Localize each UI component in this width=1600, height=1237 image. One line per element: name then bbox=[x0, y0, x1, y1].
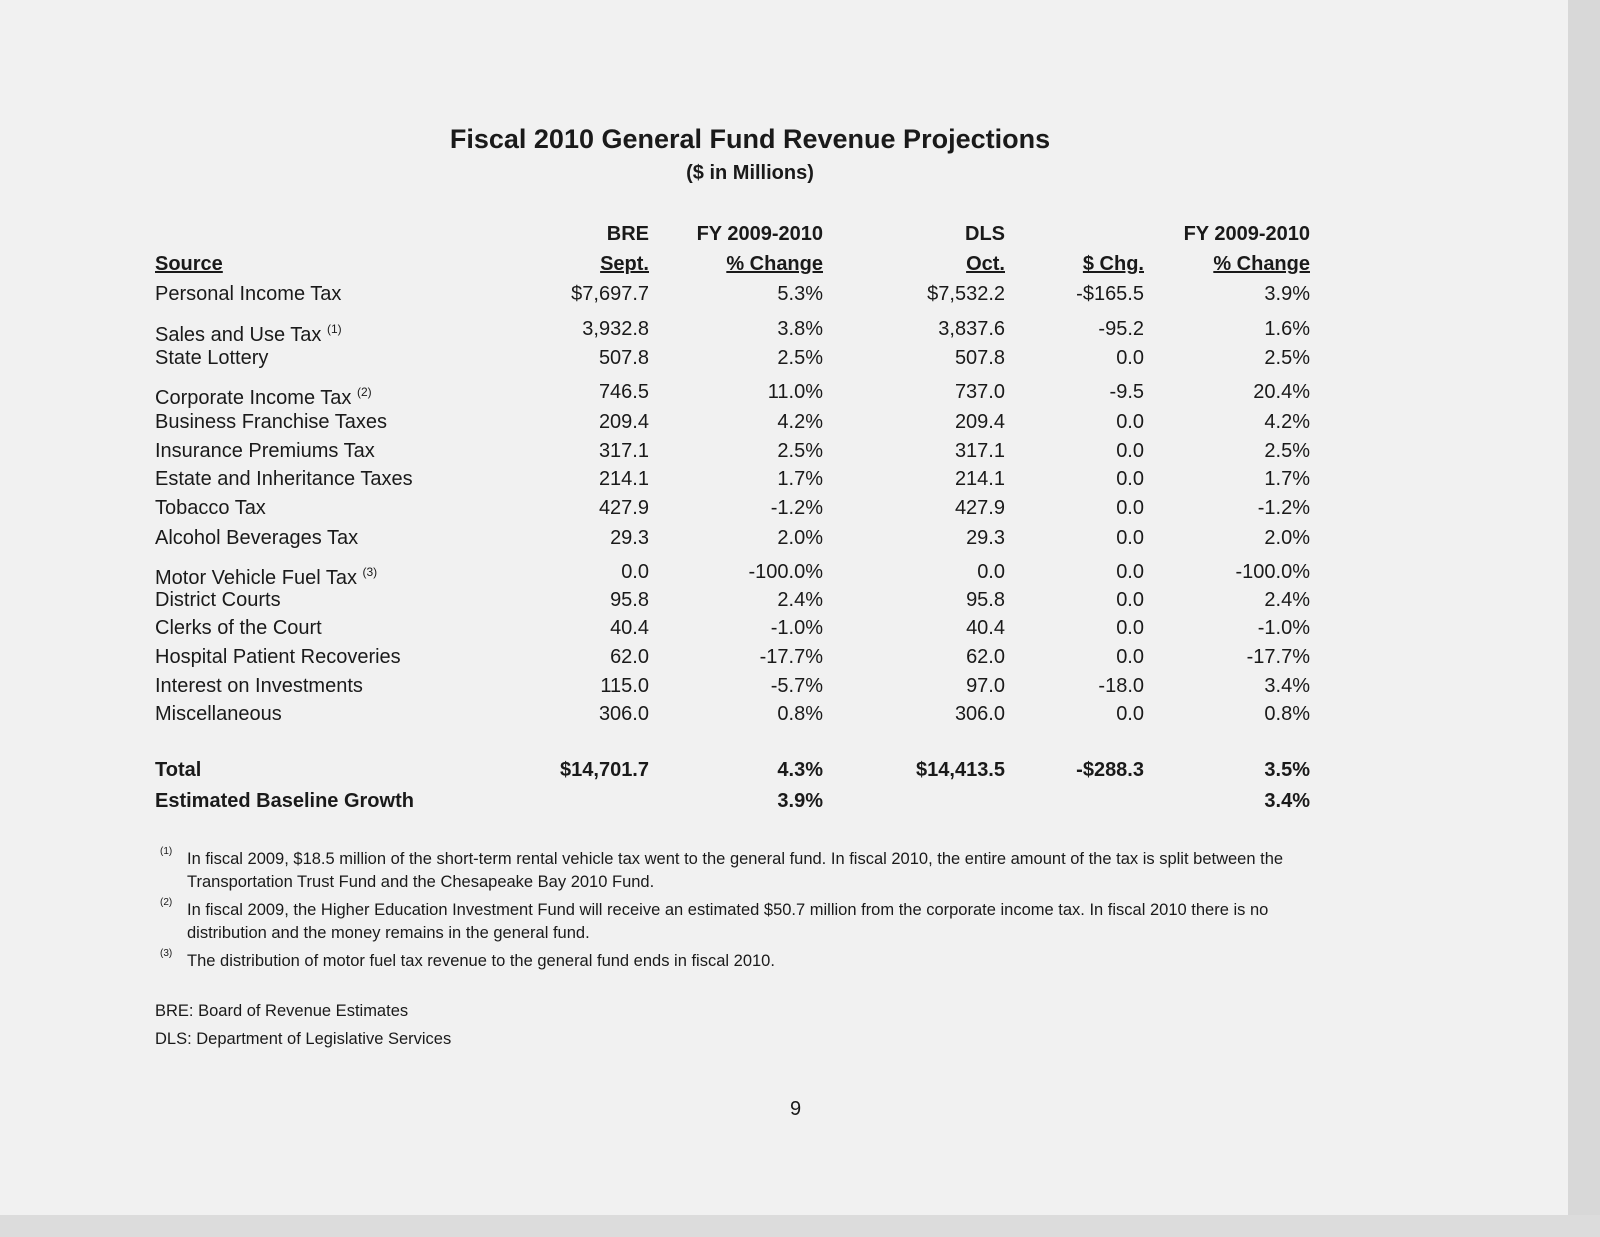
cell-pct2: -17.7% bbox=[1246, 646, 1310, 668]
cell-dls: $7,532.2 bbox=[927, 283, 1005, 305]
footnote bbox=[160, 899, 1340, 945]
cell-bre: 306.0 bbox=[598, 703, 649, 725]
row-source-label bbox=[155, 645, 401, 669]
source-text: Alcohol Beverages Tax bbox=[155, 527, 359, 549]
baseline-pct1: 3.9% bbox=[777, 790, 823, 812]
row-source-label bbox=[155, 317, 342, 347]
cell-dls: 97.0 bbox=[966, 675, 1005, 697]
cell-dls: 214.1 bbox=[954, 468, 1005, 490]
cell-pct2: 2.5% bbox=[1264, 440, 1310, 462]
footnote-text: In fiscal 2009, $18.5 million of the short-term rental vehicle tax went to the general fund. In fiscal 2010, the entire amount of the tax is split between the Transportation Trust Fund and the Chesapeake Bay 2010 Fund. bbox=[187, 850, 1284, 891]
cell-chg: 0.0 bbox=[1116, 617, 1144, 639]
source-text: Miscellaneous bbox=[155, 703, 282, 725]
footnote-mark: (3) bbox=[160, 948, 173, 959]
header-pct1-top: FY 2009-2010 bbox=[696, 223, 823, 245]
cell-bre: 209.4 bbox=[598, 411, 649, 433]
cell-bre: $7,697.7 bbox=[571, 283, 649, 305]
source-text: Corporate Income Tax bbox=[155, 387, 352, 409]
cell-dls: 29.3 bbox=[966, 527, 1005, 549]
source-text: District Courts bbox=[155, 589, 281, 611]
row-source-label bbox=[155, 380, 372, 410]
footnote-text: In fiscal 2009, the Higher Education Investment Fund will receive an estimated $50.7 million from the corporate income tax. In fiscal 2010 there is no distribution and the money remains in the general fund. bbox=[187, 901, 1269, 942]
cell-pct2: 3.9% bbox=[1264, 283, 1310, 305]
cell-bre: 40.4 bbox=[610, 617, 649, 639]
cell-pct1: -100.0% bbox=[748, 561, 823, 583]
cell-chg: 0.0 bbox=[1116, 527, 1144, 549]
cell-dls: 62.0 bbox=[966, 646, 1005, 668]
cell-pct2: 2.5% bbox=[1264, 347, 1310, 369]
cell-dls: 209.4 bbox=[954, 411, 1005, 433]
scan-edge bbox=[1568, 0, 1600, 1237]
header-pct1-bottom: % Change bbox=[726, 253, 823, 275]
row-source-label bbox=[155, 616, 322, 640]
row-source-label bbox=[155, 674, 363, 698]
source-text: State Lottery bbox=[155, 347, 269, 369]
source-text: Sales and Use Tax bbox=[155, 324, 322, 346]
cell-pct1: -1.0% bbox=[770, 617, 823, 639]
row-source-label bbox=[155, 467, 413, 491]
header-bre-bottom: Sept. bbox=[600, 253, 649, 275]
cell-pct2: 3.4% bbox=[1264, 675, 1310, 697]
footnote-marker: (2) bbox=[356, 385, 372, 399]
cell-pct2: -1.0% bbox=[1257, 617, 1310, 639]
row-source-label bbox=[155, 410, 387, 434]
cell-pct1: 2.0% bbox=[777, 527, 823, 549]
cell-dls: 3,837.6 bbox=[938, 318, 1005, 340]
total-chg: -$288.3 bbox=[1076, 759, 1144, 781]
header-source: Source bbox=[155, 253, 223, 275]
cell-bre: 115.0 bbox=[600, 675, 649, 697]
cell-chg: 0.0 bbox=[1116, 589, 1144, 611]
footnote-marker: (1) bbox=[326, 322, 342, 336]
cell-bre: 95.8 bbox=[610, 589, 649, 611]
cell-pct1: 2.5% bbox=[777, 440, 823, 462]
total-pct2: 3.5% bbox=[1264, 759, 1310, 781]
cell-bre: 427.9 bbox=[598, 497, 649, 519]
header-pct2-bottom: % Change bbox=[1213, 253, 1310, 275]
cell-pct1: 0.8% bbox=[777, 703, 823, 725]
cell-bre: 62.0 bbox=[610, 646, 649, 668]
cell-pct2: 0.8% bbox=[1264, 703, 1310, 725]
cell-chg: 0.0 bbox=[1116, 646, 1144, 668]
cell-pct2: -1.2% bbox=[1257, 497, 1310, 519]
cell-bre: 317.1 bbox=[598, 440, 649, 462]
row-source-label bbox=[155, 346, 268, 370]
cell-chg: -$165.5 bbox=[1076, 283, 1144, 305]
cell-bre: 0.0 bbox=[621, 561, 649, 583]
cell-pct1: 2.5% bbox=[777, 347, 823, 369]
cell-chg: 0.0 bbox=[1116, 561, 1144, 583]
source-text: Interest on Investments bbox=[155, 675, 363, 697]
document-title: Fiscal 2010 General Fund Revenue Projections bbox=[449, 124, 1051, 154]
baseline-label: Estimated Baseline Growth bbox=[155, 790, 414, 812]
cell-dls: 0.0 bbox=[977, 561, 1005, 583]
cell-pct2: 2.0% bbox=[1264, 527, 1310, 549]
cell-chg: -95.2 bbox=[1098, 318, 1144, 340]
row-source-label bbox=[155, 702, 282, 726]
source-text: Estate and Inheritance Taxes bbox=[155, 468, 413, 490]
cell-pct1: 11.0% bbox=[767, 381, 823, 403]
cell-pct1: 3.8% bbox=[777, 318, 823, 340]
cell-dls: 95.8 bbox=[966, 589, 1005, 611]
cell-chg: 0.0 bbox=[1116, 497, 1144, 519]
header-dls-top: DLS bbox=[965, 223, 1005, 245]
cell-bre: 214.1 bbox=[598, 468, 649, 490]
cell-dls: 306.0 bbox=[954, 703, 1005, 725]
footnote-mark: (2) bbox=[160, 897, 173, 908]
baseline-pct2: 3.4% bbox=[1264, 790, 1310, 812]
row-source-label bbox=[155, 496, 266, 520]
header-chg: $ Chg. bbox=[1082, 253, 1144, 275]
cell-chg: -9.5 bbox=[1109, 381, 1144, 403]
cell-dls: 317.1 bbox=[954, 440, 1005, 462]
total-dls: $14,413.5 bbox=[916, 759, 1005, 781]
total-label: Total bbox=[155, 759, 202, 781]
cell-pct1: -1.2% bbox=[770, 497, 823, 519]
cell-pct2: 1.7% bbox=[1264, 468, 1310, 490]
source-text: Personal Income Tax bbox=[155, 283, 342, 305]
header-dls-bottom: Oct. bbox=[966, 253, 1005, 275]
row-source-label bbox=[155, 560, 377, 590]
cell-pct2: 1.6% bbox=[1264, 318, 1310, 340]
cell-dls: 427.9 bbox=[954, 497, 1005, 519]
cell-pct1: 2.4% bbox=[777, 589, 823, 611]
cell-chg: 0.0 bbox=[1116, 440, 1144, 462]
cell-pct2: 20.4% bbox=[1253, 381, 1310, 403]
header-bre-top: BRE bbox=[606, 223, 649, 245]
cell-dls: 737.0 bbox=[954, 381, 1005, 403]
header-pct2-top: FY 2009-2010 bbox=[1183, 223, 1310, 245]
source-text: Motor Vehicle Fuel Tax bbox=[155, 567, 357, 589]
source-text: Clerks of the Court bbox=[155, 617, 322, 639]
cell-pct2: 4.2% bbox=[1264, 411, 1310, 433]
cell-chg: 0.0 bbox=[1116, 411, 1144, 433]
source-text: Business Franchise Taxes bbox=[155, 411, 387, 433]
scan-bottom-edge bbox=[0, 1215, 1600, 1237]
cell-chg: 0.0 bbox=[1116, 347, 1144, 369]
cell-dls: 40.4 bbox=[966, 617, 1005, 639]
document-subtitle: ($ in Millions) bbox=[686, 162, 814, 184]
footnote-marker: (3) bbox=[362, 565, 378, 579]
cell-bre: 746.5 bbox=[598, 381, 649, 403]
legend-dls: DLS: Department of Legislative Services bbox=[155, 1030, 452, 1048]
cell-pct1: 4.2% bbox=[777, 411, 823, 433]
footnote-mark: (1) bbox=[160, 846, 173, 857]
cell-pct1: 1.7% bbox=[777, 468, 823, 490]
footnote-text: The distribution of motor fuel tax revenue to the general fund ends in fiscal 2010. bbox=[187, 952, 775, 970]
cell-chg: 0.0 bbox=[1116, 703, 1144, 725]
legend-bre: BRE: Board of Revenue Estimates bbox=[155, 1002, 409, 1020]
cell-pct2: -100.0% bbox=[1235, 561, 1310, 583]
cell-chg: -18.0 bbox=[1098, 675, 1144, 697]
row-source-label bbox=[155, 588, 281, 612]
source-text: Insurance Premiums Tax bbox=[155, 440, 375, 462]
cell-pct1: 5.3% bbox=[777, 283, 823, 305]
row-source-label bbox=[155, 439, 375, 463]
source-text: Tobacco Tax bbox=[155, 497, 266, 519]
row-source-label bbox=[155, 282, 341, 306]
cell-chg: 0.0 bbox=[1116, 468, 1144, 490]
cell-bre: 3,932.8 bbox=[582, 318, 649, 340]
page-number: 9 bbox=[790, 1098, 802, 1120]
source-text: Hospital Patient Recoveries bbox=[155, 646, 401, 668]
cell-bre: 507.8 bbox=[598, 347, 649, 369]
footnote bbox=[160, 950, 1340, 973]
cell-pct1: -17.7% bbox=[759, 646, 823, 668]
cell-pct1: -5.7% bbox=[770, 675, 823, 697]
total-bre: $14,701.7 bbox=[560, 759, 649, 781]
total-pct1: 4.3% bbox=[777, 759, 823, 781]
cell-bre: 29.3 bbox=[610, 527, 649, 549]
cell-dls: 507.8 bbox=[954, 347, 1005, 369]
footnote bbox=[160, 848, 1340, 894]
row-source-label bbox=[155, 526, 358, 550]
cell-pct2: 2.4% bbox=[1264, 589, 1310, 611]
